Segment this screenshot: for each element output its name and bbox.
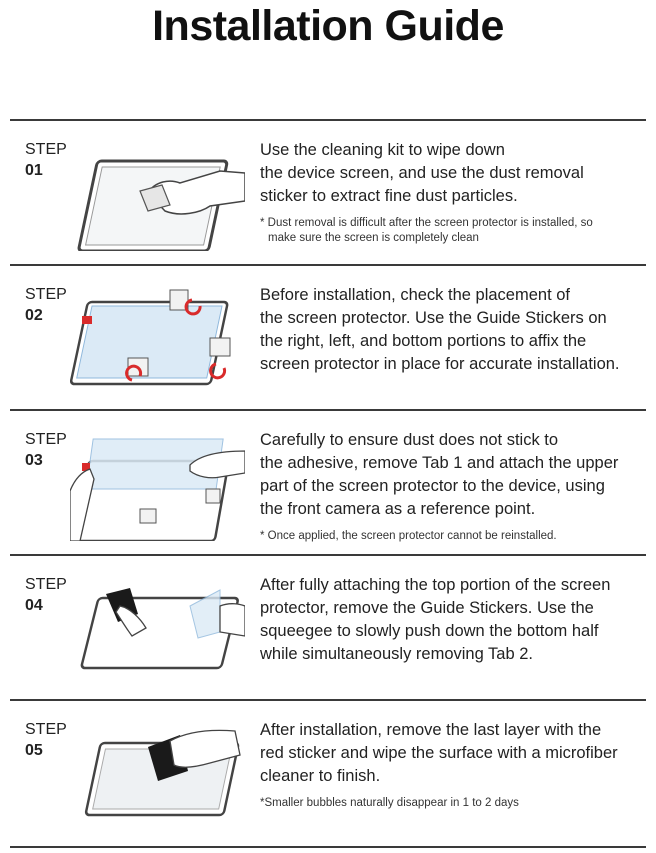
desc-line: part of the screen protector to the device, using: [260, 477, 605, 495]
step-description: [260, 139, 640, 246]
step-note: [260, 796, 640, 811]
desc-line: Before installation, check the placement of: [260, 286, 571, 304]
desc-line: protector, remove the Guide Stickers. Use the: [260, 599, 594, 617]
desc-line: while simultaneously removing Tab 2.: [260, 645, 533, 663]
wipe-screen-illustration: [70, 131, 245, 251]
step-number: 04: [25, 597, 43, 614]
step-02: [0, 266, 656, 409]
step-note: [260, 529, 640, 544]
desc-line: red sticker and wipe the surface with a microfiber: [260, 744, 618, 762]
step-03: [0, 411, 656, 554]
attach-protector-illustration: [70, 421, 245, 541]
desc-line: the right, left, and bottom portions to affix the: [260, 332, 587, 350]
step-label: [25, 574, 67, 616]
step-label: [25, 284, 67, 326]
guide-stickers-illustration: [70, 276, 245, 396]
desc-line: sticker to extract fine dust particles.: [260, 187, 518, 205]
squeegee-illustration: [70, 566, 245, 686]
divider: [10, 846, 646, 848]
step-label: [25, 139, 67, 181]
step-number: 05: [25, 742, 43, 759]
desc-line: cleaner to finish.: [260, 767, 381, 785]
step-number: 03: [25, 452, 43, 469]
note-line: *Smaller bubbles naturally disappear in 1 to 2 days: [260, 797, 519, 809]
step-description: [260, 574, 640, 666]
step-description: [260, 284, 640, 376]
desc-line: the front camera as a reference point.: [260, 500, 536, 518]
step-01: [0, 121, 656, 264]
step-04: [0, 556, 656, 699]
step-label: [25, 429, 67, 471]
note-line: * Dust removal is difficult after the screen protector is installed, so: [260, 217, 593, 229]
remove-film-illustration: [70, 711, 245, 831]
desc-line: After installation, remove the last layer with the: [260, 721, 602, 739]
note-line: * Once applied, the screen protector cannot be reinstalled.: [260, 530, 557, 542]
desc-line: the screen protector. Use the Guide Stickers on: [260, 309, 607, 327]
step-05: [0, 701, 656, 844]
step-number: 01: [25, 162, 43, 179]
step-word: STEP: [25, 431, 67, 448]
desc-line: Use the cleaning kit to wipe down: [260, 141, 505, 159]
step-label: [25, 719, 67, 761]
step-number: 02: [25, 307, 43, 324]
step-word: STEP: [25, 141, 67, 158]
desc-line: squeegee to slowly push down the bottom half: [260, 622, 599, 640]
step-description: [260, 429, 640, 544]
step-note: [260, 216, 640, 246]
step-word: STEP: [25, 286, 67, 303]
page-title: Installation Guide: [152, 2, 504, 50]
desc-line: After fully attaching the top portion of the screen: [260, 576, 611, 594]
step-word: STEP: [25, 576, 67, 593]
step-word: STEP: [25, 721, 67, 738]
step-description: [260, 719, 640, 811]
note-line: make sure the screen is completely clean: [268, 232, 479, 244]
desc-line: the device screen, and use the dust removal: [260, 164, 584, 182]
desc-line: the adhesive, remove Tab 1 and attach the upper: [260, 454, 619, 472]
desc-line: screen protector in place for accurate installation.: [260, 355, 620, 373]
desc-line: Carefully to ensure dust does not stick to: [260, 431, 559, 449]
